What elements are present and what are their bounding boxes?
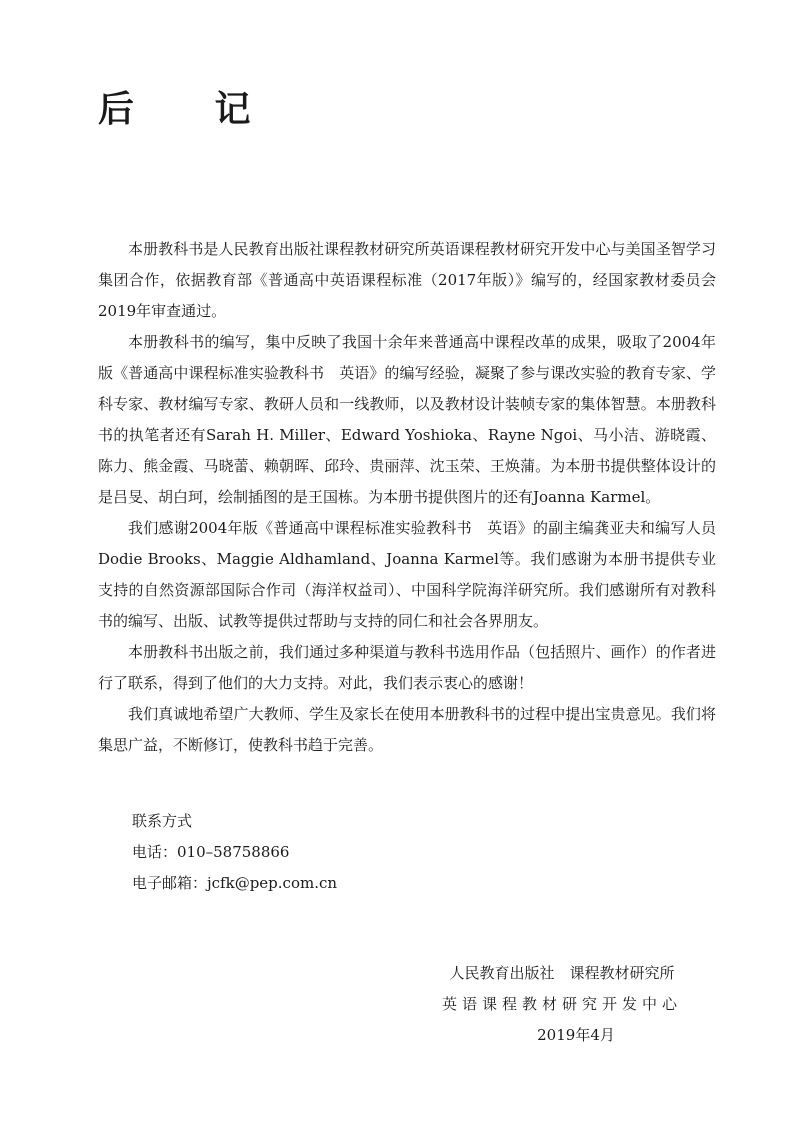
contact-email: 电子邮箱：jcfk@pep.com.cn bbox=[132, 874, 338, 892]
contact-phone: 电话：010–58758866 bbox=[132, 843, 290, 861]
contact-heading: 联系方式 bbox=[132, 812, 193, 830]
paragraph-1: 本册教科书是人民教育出版社课程教材研究所英语课程教材研究开发中心与美国圣智学习集团合作，依据教育部《普通高中英语课程标准（2017年版）》编写的，经国家教材委员会2019年审查通过。 bbox=[98, 240, 716, 320]
paragraph-3: 我们感谢2004年版《普通高中课程标准实验教科书 英语》的副主编龚亚夫和编写人员Dodie Brooks、Maggie Aldhamland、Joanna Karmel等。我们感谢为本册书提供专业支持的自然资源部国际合作司（海洋权益司）、中国科学院海洋研究所。我们感谢所有对教科书的编写、出版、试教等提供过帮助与支持的同仁和社会各界朋友。 bbox=[98, 519, 716, 630]
paragraph-5: 我们真诚地希望广大教师、学生及家长在使用本册教科书的过程中提出宝贵意见。我们将集思广益，不断修订，使教科书趋于完善。 bbox=[98, 705, 716, 754]
signature-date: 2019年4月 bbox=[537, 1026, 615, 1044]
signature-publisher: 人民教育出版社 课程教材研究所 bbox=[449, 964, 675, 982]
page-title: 后 记 bbox=[98, 89, 285, 130]
paragraph-4: 本册教科书出版之前，我们通过多种渠道与教科书选用作品（包括照片、画作）的作者进行了联系，得到了他们的大力支持。对此，我们表示衷心的感谢！ bbox=[98, 643, 716, 692]
paragraph-2: 本册教科书的编写，集中反映了我国十余年来普通高中课程改革的成果，吸取了2004年版《普通高中课程标准实验教科书 英语》的编写经验，凝聚了参与课改实验的教育专家、学科专家、教材编写专家、教研人员和一线教师，以及教材设计装帧专家的集体智慧。本册教科书的执笔者还有Sarah H. Miller、Edward Yoshioka、Rayne Ngoi、马小洁、游晓霞、陈力、熊金霞、马晓蕾、赖朝晖、邱玲、贵丽萍、沈玉荣、王焕蒲。为本册书提供整体设计的是吕旻、胡白珂，绘制插图的是王国栋。为本册书提供图片的还有Joanna Karmel。 bbox=[98, 333, 716, 506]
publisher-signature bbox=[438, 958, 686, 1051]
afterword-body bbox=[98, 234, 716, 761]
contact-info bbox=[132, 806, 337, 899]
signature-center: 英语课程教材研究开发中心 bbox=[441, 995, 682, 1013]
